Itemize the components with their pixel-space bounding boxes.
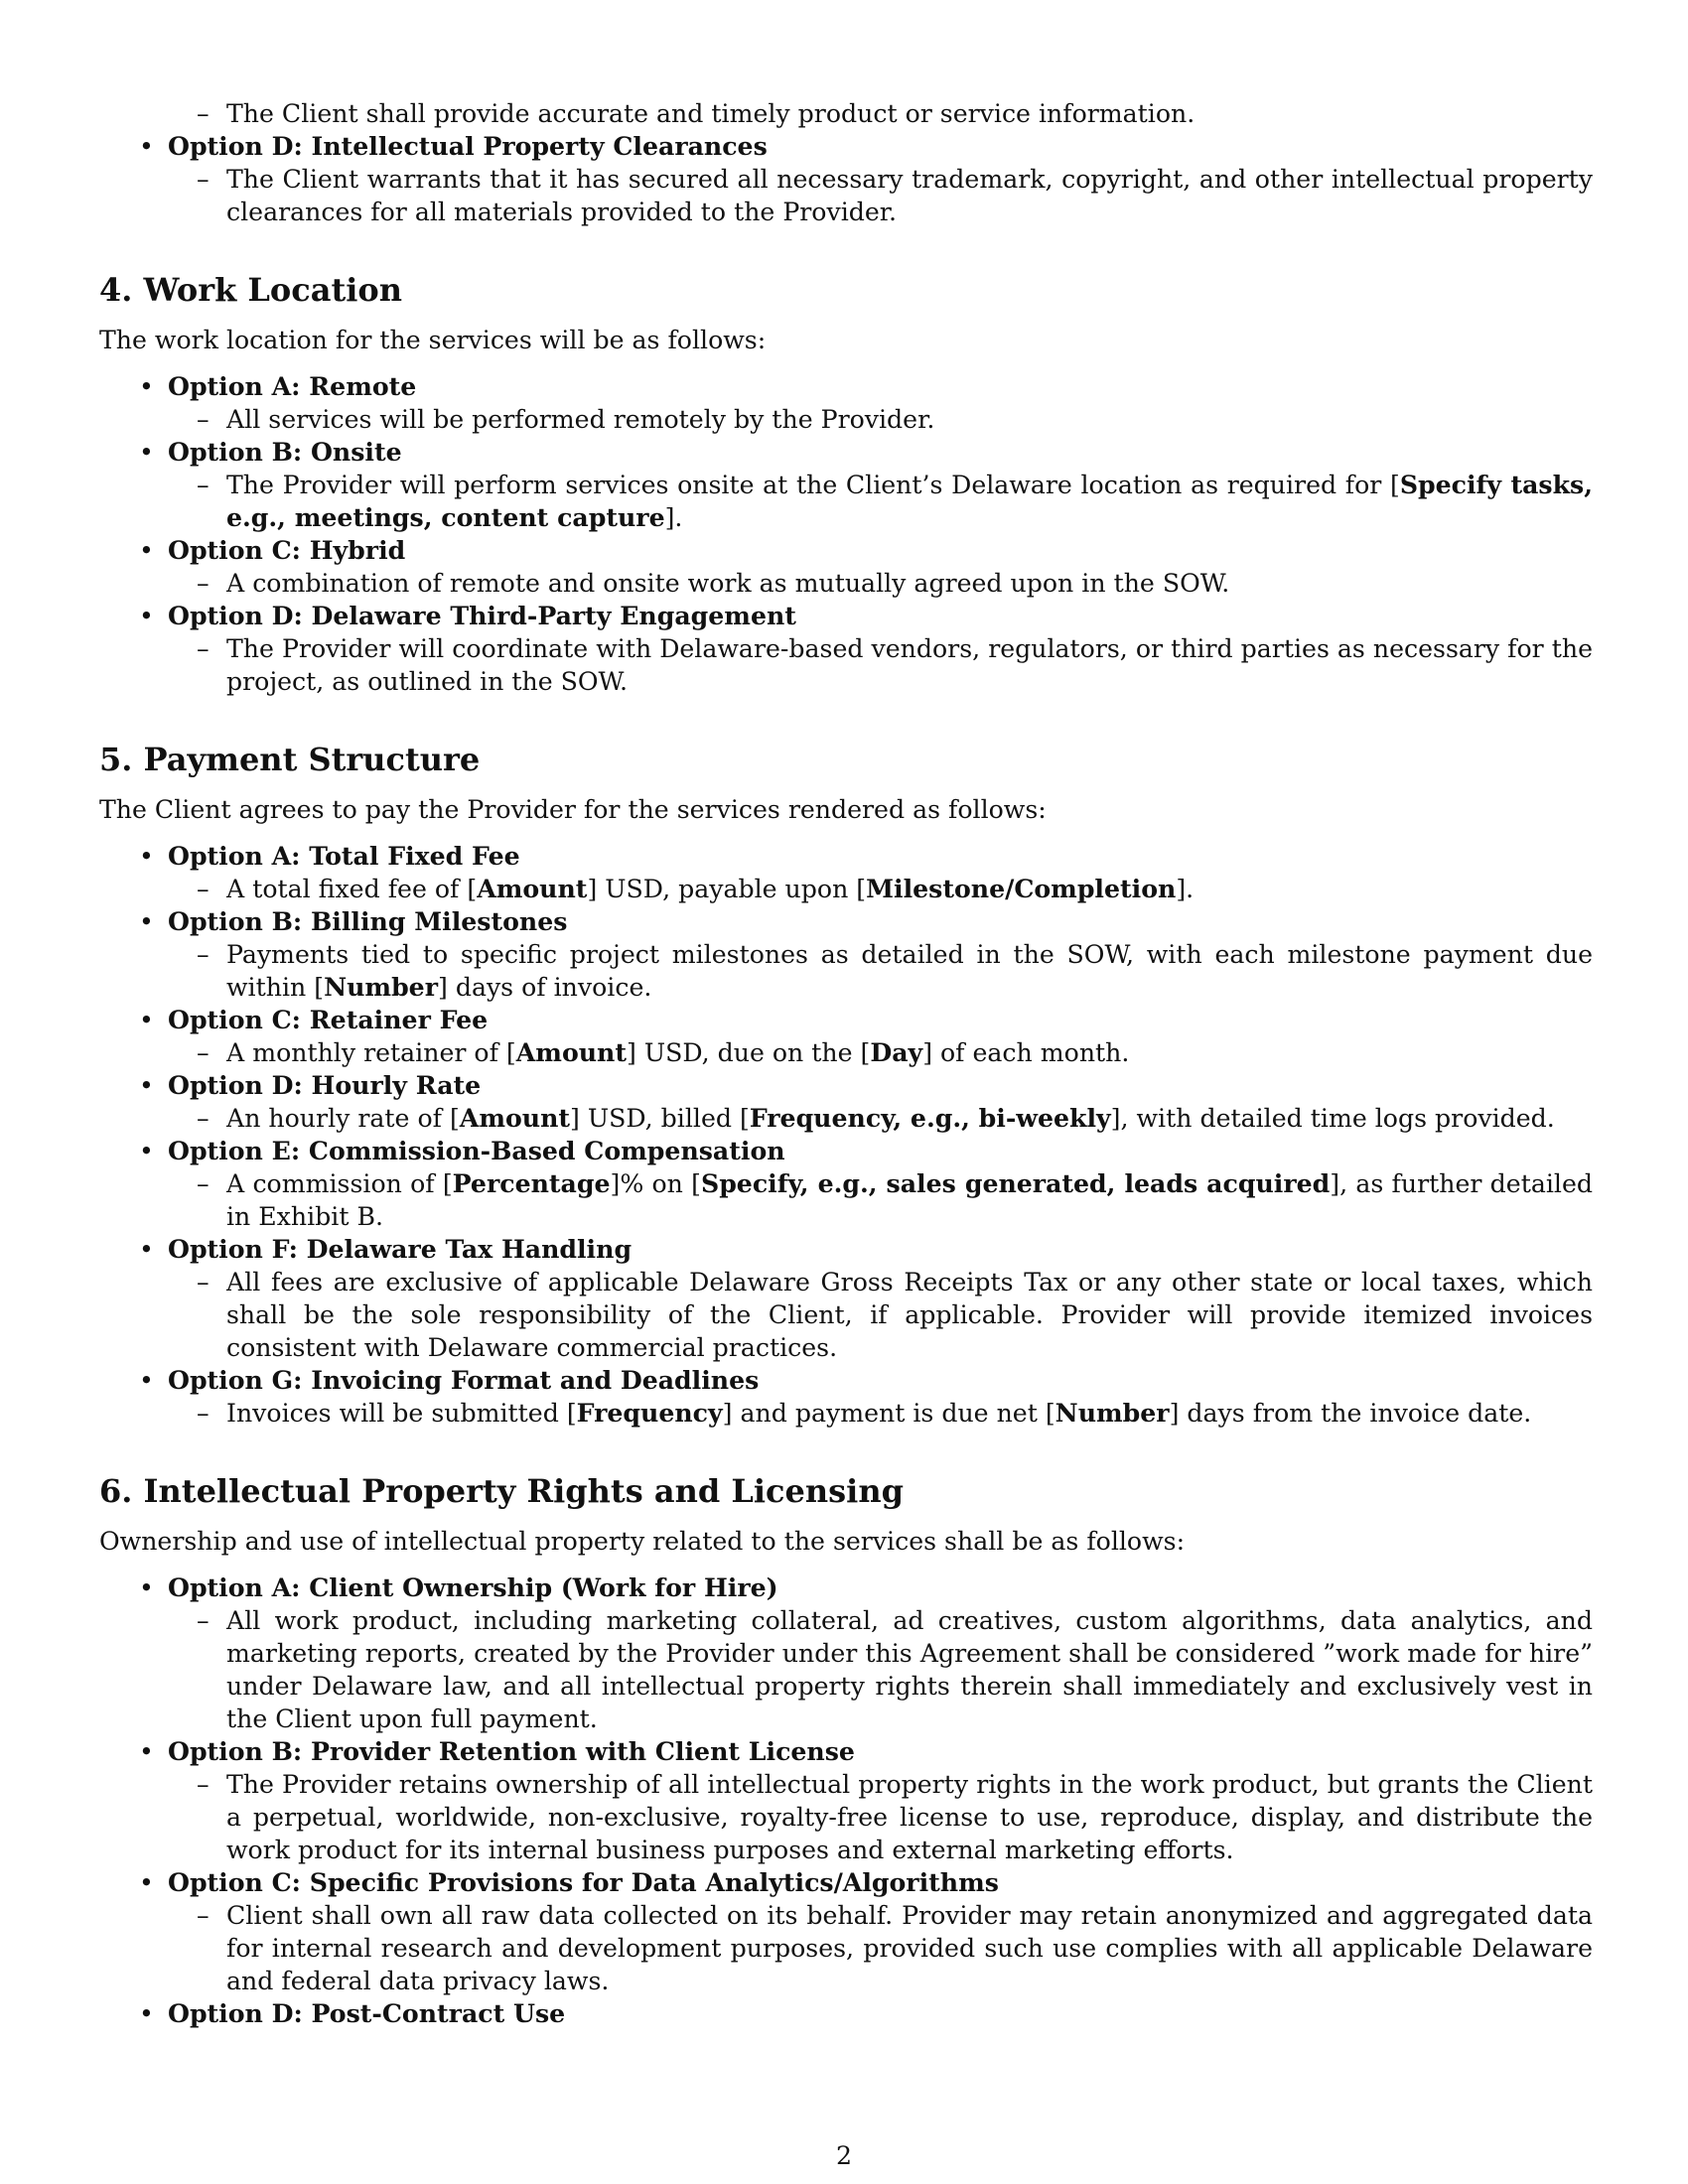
list-subitem: – An hourly rate of [Amount] USD, billed [Frequency, e.g., bi-weekly], with detailed time logs provided. — [197, 1103, 1555, 1133]
dash-marker: – — [197, 1169, 210, 1198]
dash-marker: – — [197, 875, 210, 903]
list-subitem: – A monthly retainer of [Amount] USD, due on the [Day] of each month. — [197, 1037, 1130, 1067]
dash-marker: – — [197, 1038, 210, 1067]
bullet-icon: • — [139, 602, 154, 630]
list-item: • Option D: Intellectual Property Clearances — [139, 131, 768, 161]
list-item: • Option D: Post-Contract Use — [139, 1998, 566, 2028]
list-item: • Option A: Total Fixed Fee — [139, 841, 520, 871]
bullet-icon: • — [139, 1737, 154, 1766]
list-item: • Option A: Remote — [139, 371, 417, 401]
dash-marker: – — [197, 471, 210, 499]
list-item: • Option F: Delaware Tax Handling — [139, 1234, 633, 1264]
dash-marker: – — [197, 1770, 210, 1799]
bullet-icon: • — [139, 1366, 154, 1395]
list-subitem: – All work product, including marketing collateral, ad creatives, custom algorithms, data analytics, and marketing reports, created by the Provider under this Agreement shall be considered ”work made for hire” under Delaware law, and all intellectual property rights therein shall immediately and exclusively vest in the Client upon full payment. — [197, 1606, 1593, 1733]
list-subitem: – Payments tied to specific project milestones as detailed in the SOW, with each milestone payment due within [Number] days of invoice. — [197, 940, 1593, 1002]
bullet-icon: • — [139, 438, 154, 467]
list-subitem: – All services will be performed remotely by the Provider. — [197, 405, 935, 434]
list-subitem: – A total fixed fee of [Amount] USD, payable upon [Milestone/Completion]. — [197, 874, 1195, 903]
page-number: 2 — [835, 2141, 853, 2170]
dash-marker: – — [197, 569, 210, 598]
bullet-icon: • — [139, 1235, 154, 1264]
bullet-icon: • — [139, 1999, 154, 2028]
list-item: • Option D: Hourly Rate — [139, 1070, 482, 1100]
list-subitem: – A combination of remote and onsite work as mutually agreed upon in the SOW. — [197, 569, 1230, 598]
dash-marker: – — [197, 405, 210, 434]
list-item: • Option A: Client Ownership (Work for Hire) — [139, 1572, 778, 1602]
dash-marker: – — [197, 1606, 210, 1635]
list-item: • Option B: Onsite — [139, 437, 402, 467]
section-heading-work-location: 4. Work Location — [99, 271, 402, 309]
list-item: • Option E: Commission-Based Compensation — [139, 1136, 785, 1165]
document-page — [99, 97, 1593, 2030]
list-subitem: – Client shall own all raw data collected on its behalf. Provider may retain anonymized and aggregated data for internal research and development purposes, provided such use complies with all applicable Delaware and federal data privacy laws. — [197, 1901, 1593, 1995]
section-heading-ip-rights: 6. Intellectual Property Rights and Licensing — [99, 1472, 904, 1510]
section-intro: The work location for the services will be as follows: — [99, 326, 767, 354]
section-intro: Ownership and use of intellectual property related to the services shall be as follows: — [99, 1527, 1186, 1556]
list-subitem: – The Client shall provide accurate and timely product or service information. — [197, 99, 1196, 128]
list-item: • Option C: Specific Provisions for Data Analytics/Algorithms — [139, 1867, 999, 1897]
bullet-icon: • — [139, 1137, 154, 1165]
list-subitem: – The Provider will perform services onsite at the Client’s Delaware location as required for [Specify tasks, e.g., meetings, content capture]. — [197, 470, 1593, 532]
dash-marker: – — [197, 1901, 210, 1930]
list-subitem: – The Provider will coordinate with Delaware-based vendors, regulators, or third parties as necessary for the project, as outlined in the SOW. — [197, 634, 1593, 696]
bullet-icon: • — [139, 1868, 154, 1897]
bullet-icon: • — [139, 536, 154, 565]
list-subitem: – All fees are exclusive of applicable Delaware Gross Receipts Tax or any other state or local taxes, which shall be the sole responsibility of the Client, if applicable. Provider will provide itemized invoices consistent with Delaware commercial practices. — [197, 1268, 1593, 1362]
dash-marker: – — [197, 634, 210, 663]
list-subitem: – Invoices will be submitted [Frequency] and payment is due net [Number] days from the invoice date. — [197, 1398, 1532, 1428]
list-item: • Option B: Billing Milestones — [139, 906, 568, 936]
dash-marker: – — [197, 99, 210, 128]
dash-marker: – — [197, 1104, 210, 1133]
section-heading-payment-structure: 5. Payment Structure — [99, 741, 481, 778]
dash-marker: – — [197, 165, 210, 194]
dash-marker: – — [197, 940, 210, 969]
bullet-icon: • — [139, 1573, 154, 1602]
list-item: • Option B: Provider Retention with Client License — [139, 1736, 855, 1766]
bullet-icon: • — [139, 1006, 154, 1034]
bullet-icon: • — [139, 907, 154, 936]
list-item: • Option C: Hybrid — [139, 535, 406, 565]
bullet-icon: • — [139, 842, 154, 871]
section-intro: The Client agrees to pay the Provider for the services rendered as follows: — [99, 795, 1047, 824]
list-item: • Option G: Invoicing Format and Deadlines — [139, 1365, 760, 1395]
dash-marker: – — [197, 1399, 210, 1428]
dash-marker: – — [197, 1268, 210, 1297]
bullet-icon: • — [139, 372, 154, 401]
list-item: • Option C: Retainer Fee — [139, 1005, 489, 1034]
bullet-icon: • — [139, 1071, 154, 1100]
list-subitem: – A commission of [Percentage]% on [Specify, e.g., sales generated, leads acquired], as further detailed in Exhibit B. — [197, 1168, 1593, 1231]
list-subitem: – The Client warrants that it has secured all necessary trademark, copyright, and other intellectual property clearances for all materials provided to the Provider. — [197, 165, 1593, 226]
bullet-icon: • — [139, 132, 154, 161]
list-subitem: – The Provider retains ownership of all intellectual property rights in the work product, but grants the Client a perpetual, worldwide, non-exclusive, royalty-free license to use, reproduce, display, and distribute the work product for its internal business purposes and external marketing efforts. — [197, 1770, 1593, 1864]
list-item: • Option D: Delaware Third-Party Engagement — [139, 601, 796, 630]
